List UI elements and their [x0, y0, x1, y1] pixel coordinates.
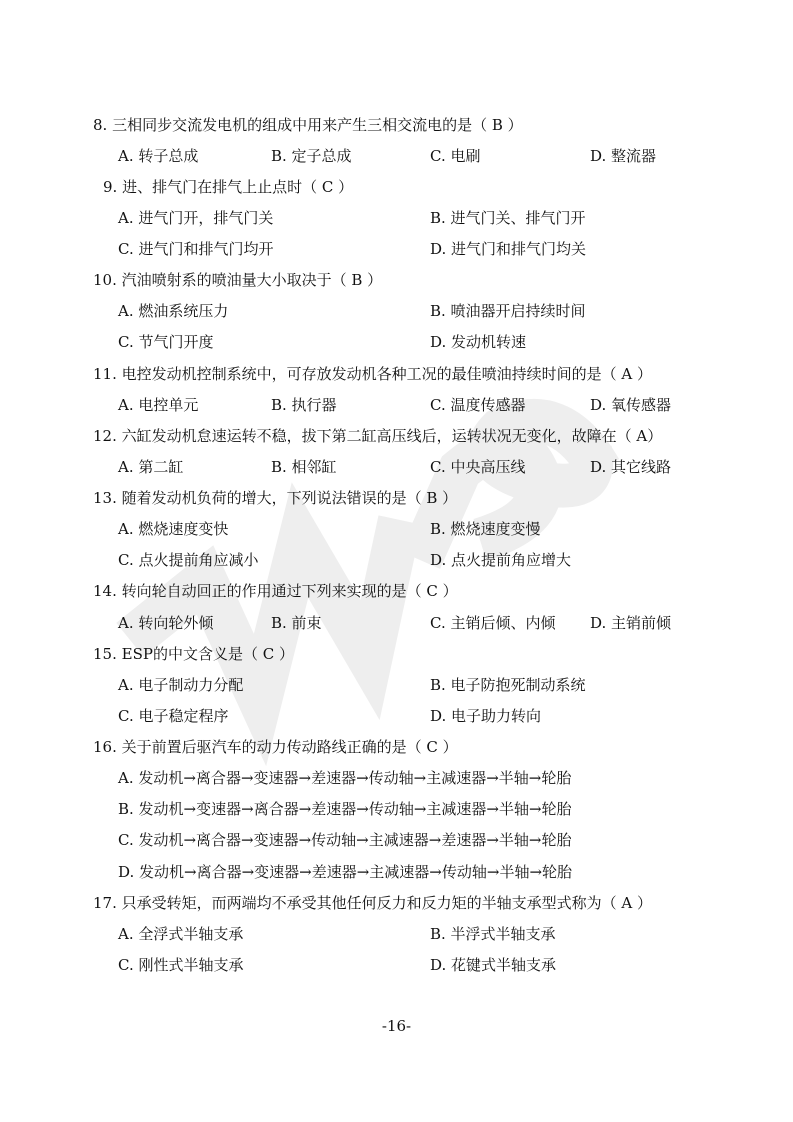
question-17-option-c: C. 刚性式半轴支承 [118, 956, 244, 974]
question-12-option-c: C. 中央高压线 [430, 458, 526, 476]
question-14-option-b: B. 前束 [271, 614, 322, 632]
question-10-option-a: A. 燃油系统压力 [118, 302, 229, 320]
question-9-stem: 9. 进、排气门在排气上止点时（ C ） [103, 178, 354, 196]
question-17-stem: 17. 只承受转矩，而两端均不承受其他任何反力和反力矩的半轴支承型式称为（ A ） [93, 894, 652, 912]
question-8-option-c: C. 电刷 [430, 147, 481, 165]
question-13-option-a: A. 燃烧速度变快 [118, 520, 229, 538]
question-9-option-b: B. 进气门关、排气门开 [430, 209, 586, 227]
question-15-stem: 15. ESP的中文含义是（ C ） [93, 645, 294, 663]
question-11-option-d: D. 氧传感器 [590, 396, 672, 414]
question-10-stem: 10. 汽油喷射系的喷油量大小取决于（ B ） [93, 271, 383, 289]
question-11-option-b: B. 执行器 [271, 396, 337, 414]
question-16-option-d: D. 发动机→离合器→变速器→差速器→主减速器→传动轴→半轴→轮胎 [118, 863, 573, 881]
page-number: -16- [381, 1017, 412, 1035]
question-9-option-a: A. 进气门开，排气门关 [118, 209, 274, 227]
question-16-option-c: C. 发动机→离合器→变速器→传动轴→主减速器→差速器→半轴→轮胎 [118, 831, 572, 849]
question-10-option-b: B. 喷油器开启持续时间 [430, 302, 586, 320]
question-14-option-a: A. 转向轮外倾 [118, 614, 214, 632]
question-8-stem: 8. 三相同步交流发电机的组成中用来产生三相交流电的是（ B ） [93, 116, 523, 134]
question-14-stem: 14. 转向轮自动回正的作用通过下列来实现的是（ C ） [93, 582, 458, 600]
question-17-option-a: A. 全浮式半轴支承 [118, 925, 244, 943]
question-11-option-c: C. 温度传感器 [430, 396, 526, 414]
question-13-option-b: B. 燃烧速度变慢 [430, 520, 541, 538]
question-14-option-d: D. 主销前倾 [590, 614, 672, 632]
question-15-option-b: B. 电子防抱死制动系统 [430, 676, 586, 694]
question-12-stem: 12. 六缸发动机怠速运转不稳，拔下第二缸高压线后，运转状况无变化，故障在（ A） [93, 427, 663, 445]
question-16-option-a: A. 发动机→离合器→变速器→差速器→传动轴→主减速器→半轴→轮胎 [118, 769, 572, 787]
question-12-option-b: B. 相邻缸 [271, 458, 337, 476]
question-8-option-a: A. 转子总成 [118, 147, 199, 165]
question-9-option-c: C. 进气门和排气门均开 [118, 240, 274, 258]
question-11-stem: 11. 电控发动机控制系统中，可存放发动机各种工况的最佳喷油持续时间的是（ A ） [93, 365, 652, 383]
question-12-option-d: D. 其它线路 [590, 458, 672, 476]
question-8-option-d: D. 整流器 [590, 147, 657, 165]
question-13-option-d: D. 点火提前角应增大 [430, 551, 572, 569]
question-17-option-d: D. 花键式半轴支承 [430, 956, 557, 974]
question-14-option-c: C. 主销后倾、内倾 [430, 614, 556, 632]
question-10-option-d: D. 发动机转速 [430, 333, 527, 351]
question-10-option-c: C. 节气门开度 [118, 333, 214, 351]
question-11-option-a: A. 电控单元 [118, 396, 199, 414]
question-17-option-b: B. 半浮式半轴支承 [430, 925, 556, 943]
question-12-option-a: A. 第二缸 [118, 458, 184, 476]
question-8-option-b: B. 定子总成 [271, 147, 352, 165]
question-15-option-c: C. 电子稳定程序 [118, 707, 229, 725]
question-16-option-b: B. 发动机→变速器→离合器→差速器→传动轴→主减速器→半轴→轮胎 [118, 800, 572, 818]
question-15-option-d: D. 电子助力转向 [430, 707, 542, 725]
question-9-option-d: D. 进气门和排气门均关 [430, 240, 587, 258]
question-13-option-c: C. 点火提前角应减小 [118, 551, 259, 569]
question-15-option-a: A. 电子制动力分配 [118, 676, 244, 694]
question-13-stem: 13. 随着发动机负荷的增大，下列说法错误的是（ B ） [93, 489, 458, 507]
question-16-stem: 16. 关于前置后驱汽车的动力传动路线正确的是（ C ） [93, 738, 458, 756]
